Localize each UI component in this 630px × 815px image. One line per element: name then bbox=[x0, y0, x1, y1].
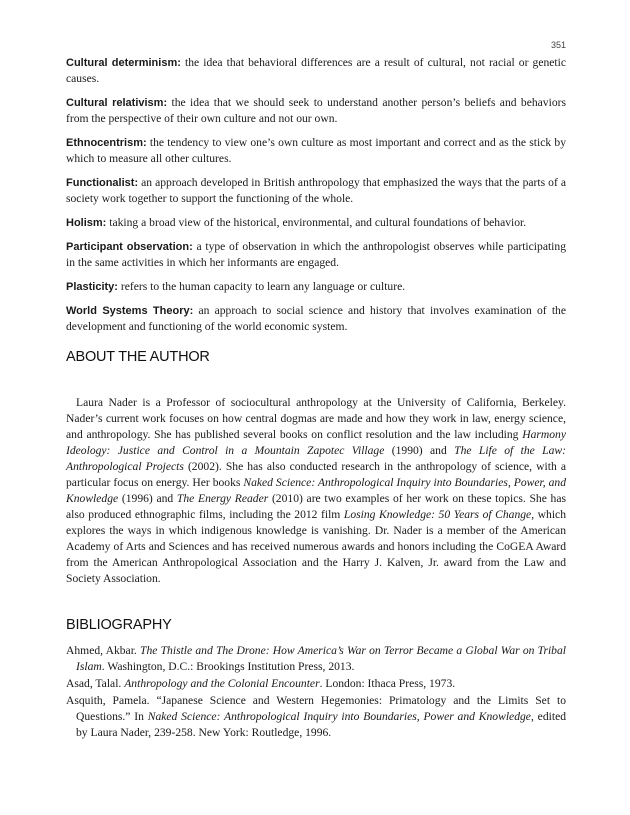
glossary-definition: an approach to social science and history that involves examination of the development and functioning of the world economic system. bbox=[66, 304, 566, 333]
glossary-entry bbox=[66, 239, 566, 271]
about-text: (1990) and bbox=[384, 444, 455, 457]
glossary-term: Plasticity: bbox=[66, 281, 118, 293]
bibliography-entry bbox=[66, 693, 566, 741]
glossary-term: Functionalist: bbox=[66, 177, 139, 189]
citation-title: Naked Science: Anthropological Inquiry into Boundaries, Power and Knowledge bbox=[147, 710, 531, 723]
glossary-definition: an approach developed in British anthropology that emphasized the ways that the parts of a society work together to support the functioning of the whole. bbox=[66, 176, 566, 205]
book-title: Naked Science: Anthropological Inquiry into Boundaries, Power, and Knowledge bbox=[66, 476, 566, 505]
citation-author: Asad, Talal. bbox=[66, 677, 125, 690]
glossary-definition: the idea that we should seek to understand another person’s beliefs and behaviors from the perspective of their own culture and not our own. bbox=[66, 96, 566, 125]
citation-title: The Thistle and The Drone: How America’s War on Terror Became a Global War on Tribal Islam bbox=[76, 644, 566, 673]
glossary-definition: refers to the human capacity to learn any language or culture. bbox=[117, 280, 406, 293]
film-title: Losing Knowledge: 50 Years of Change bbox=[343, 508, 532, 521]
citation-publication: , edited by Laura Nader, 239-258. New York: Routledge, 1996. bbox=[76, 710, 567, 739]
glossary-entry bbox=[66, 55, 566, 87]
glossary-term: Ethnocentrism: bbox=[66, 137, 147, 149]
glossary-definition: the idea that behavioral differences are a result of cultural, not racial or genetic causes. bbox=[66, 56, 567, 85]
about-text: , which explores the ways in which indigenous knowledge is vanishing. Dr. Nader is a member of the American Academy of Arts and Sciences and has received numerous awards and honors including the CoGEA Award from the American Anthropological Association and the Harry J. Kalven, Jr. award from the Law and Society Association. bbox=[66, 508, 566, 585]
bibliography-heading: BIBLIOGRAPHY bbox=[66, 617, 172, 633]
about-author-paragraph bbox=[66, 395, 566, 587]
bibliography-list bbox=[66, 643, 566, 741]
about-text: (1996) and bbox=[118, 492, 177, 505]
glossary-entry bbox=[66, 279, 566, 295]
bibliography-entry bbox=[66, 643, 566, 675]
glossary-entry bbox=[66, 215, 566, 231]
about-text: (2010) are two examples of her work on these topics. She has also produced ethnographic films, including the 2012 film bbox=[66, 492, 566, 521]
glossary-definition: a type of observation in which the anthropologist observes while participating in the same activities in which her informants are engaged. bbox=[66, 240, 566, 269]
about-text: (2002). She has also conducted research in the anthropology of science, with a particular focus on energy. Her books bbox=[66, 460, 566, 489]
citation-author: Asquith, Pamela. “Japanese Science and Western Hegemonies: Primatology and the Limits Set to Questions.” In bbox=[66, 694, 566, 723]
about-author-heading: ABOUT THE AUTHOR bbox=[66, 349, 210, 365]
glossary-term: Cultural determinism: bbox=[66, 57, 181, 69]
glossary-entry bbox=[66, 95, 566, 127]
book-title: Harmony Ideology: Justice and Control in a Mountain Zapotec Village bbox=[66, 428, 566, 457]
glossary-entry bbox=[66, 135, 566, 167]
glossary-entry bbox=[66, 303, 566, 335]
book-title: The Life of the Law: Anthropological Projects bbox=[66, 444, 566, 473]
glossary-term: Cultural relativism: bbox=[66, 97, 168, 109]
glossary-term: World Systems Theory: bbox=[66, 305, 194, 317]
page-content bbox=[66, 55, 566, 742]
citation-author: Ahmed, Akbar. bbox=[66, 644, 141, 657]
page-number: 351 bbox=[550, 40, 566, 50]
glossary-term: Holism: bbox=[66, 217, 107, 229]
glossary-entry bbox=[66, 175, 566, 207]
citation-publication: . London: Ithaca Press, 1973. bbox=[319, 677, 456, 690]
glossary-definition: taking a broad view of the historical, environmental, and cultural foundations of behavior. bbox=[106, 216, 527, 229]
book-title: The Energy Reader bbox=[176, 492, 269, 505]
bibliography-entry bbox=[66, 676, 566, 692]
about-text: Laura Nader is a Professor of sociocultural anthropology at the University of California, Berkeley. Nader’s current work focuses on how central dogmas are made and how they work in law, energy science, and anthropology. She has published several books on conflict resolution and the law including bbox=[66, 396, 566, 441]
glossary-term: Participant observation: bbox=[66, 241, 193, 253]
glossary bbox=[66, 55, 566, 335]
citation-publication: . Washington, D.C.: Brookings Institution Press, 2013. bbox=[101, 660, 355, 673]
glossary-definition: the tendency to view one’s own culture as most important and correct and as the stick by which to measure all other cultures. bbox=[66, 136, 566, 165]
citation-title: Anthropology and the Colonial Encounter bbox=[124, 677, 320, 690]
